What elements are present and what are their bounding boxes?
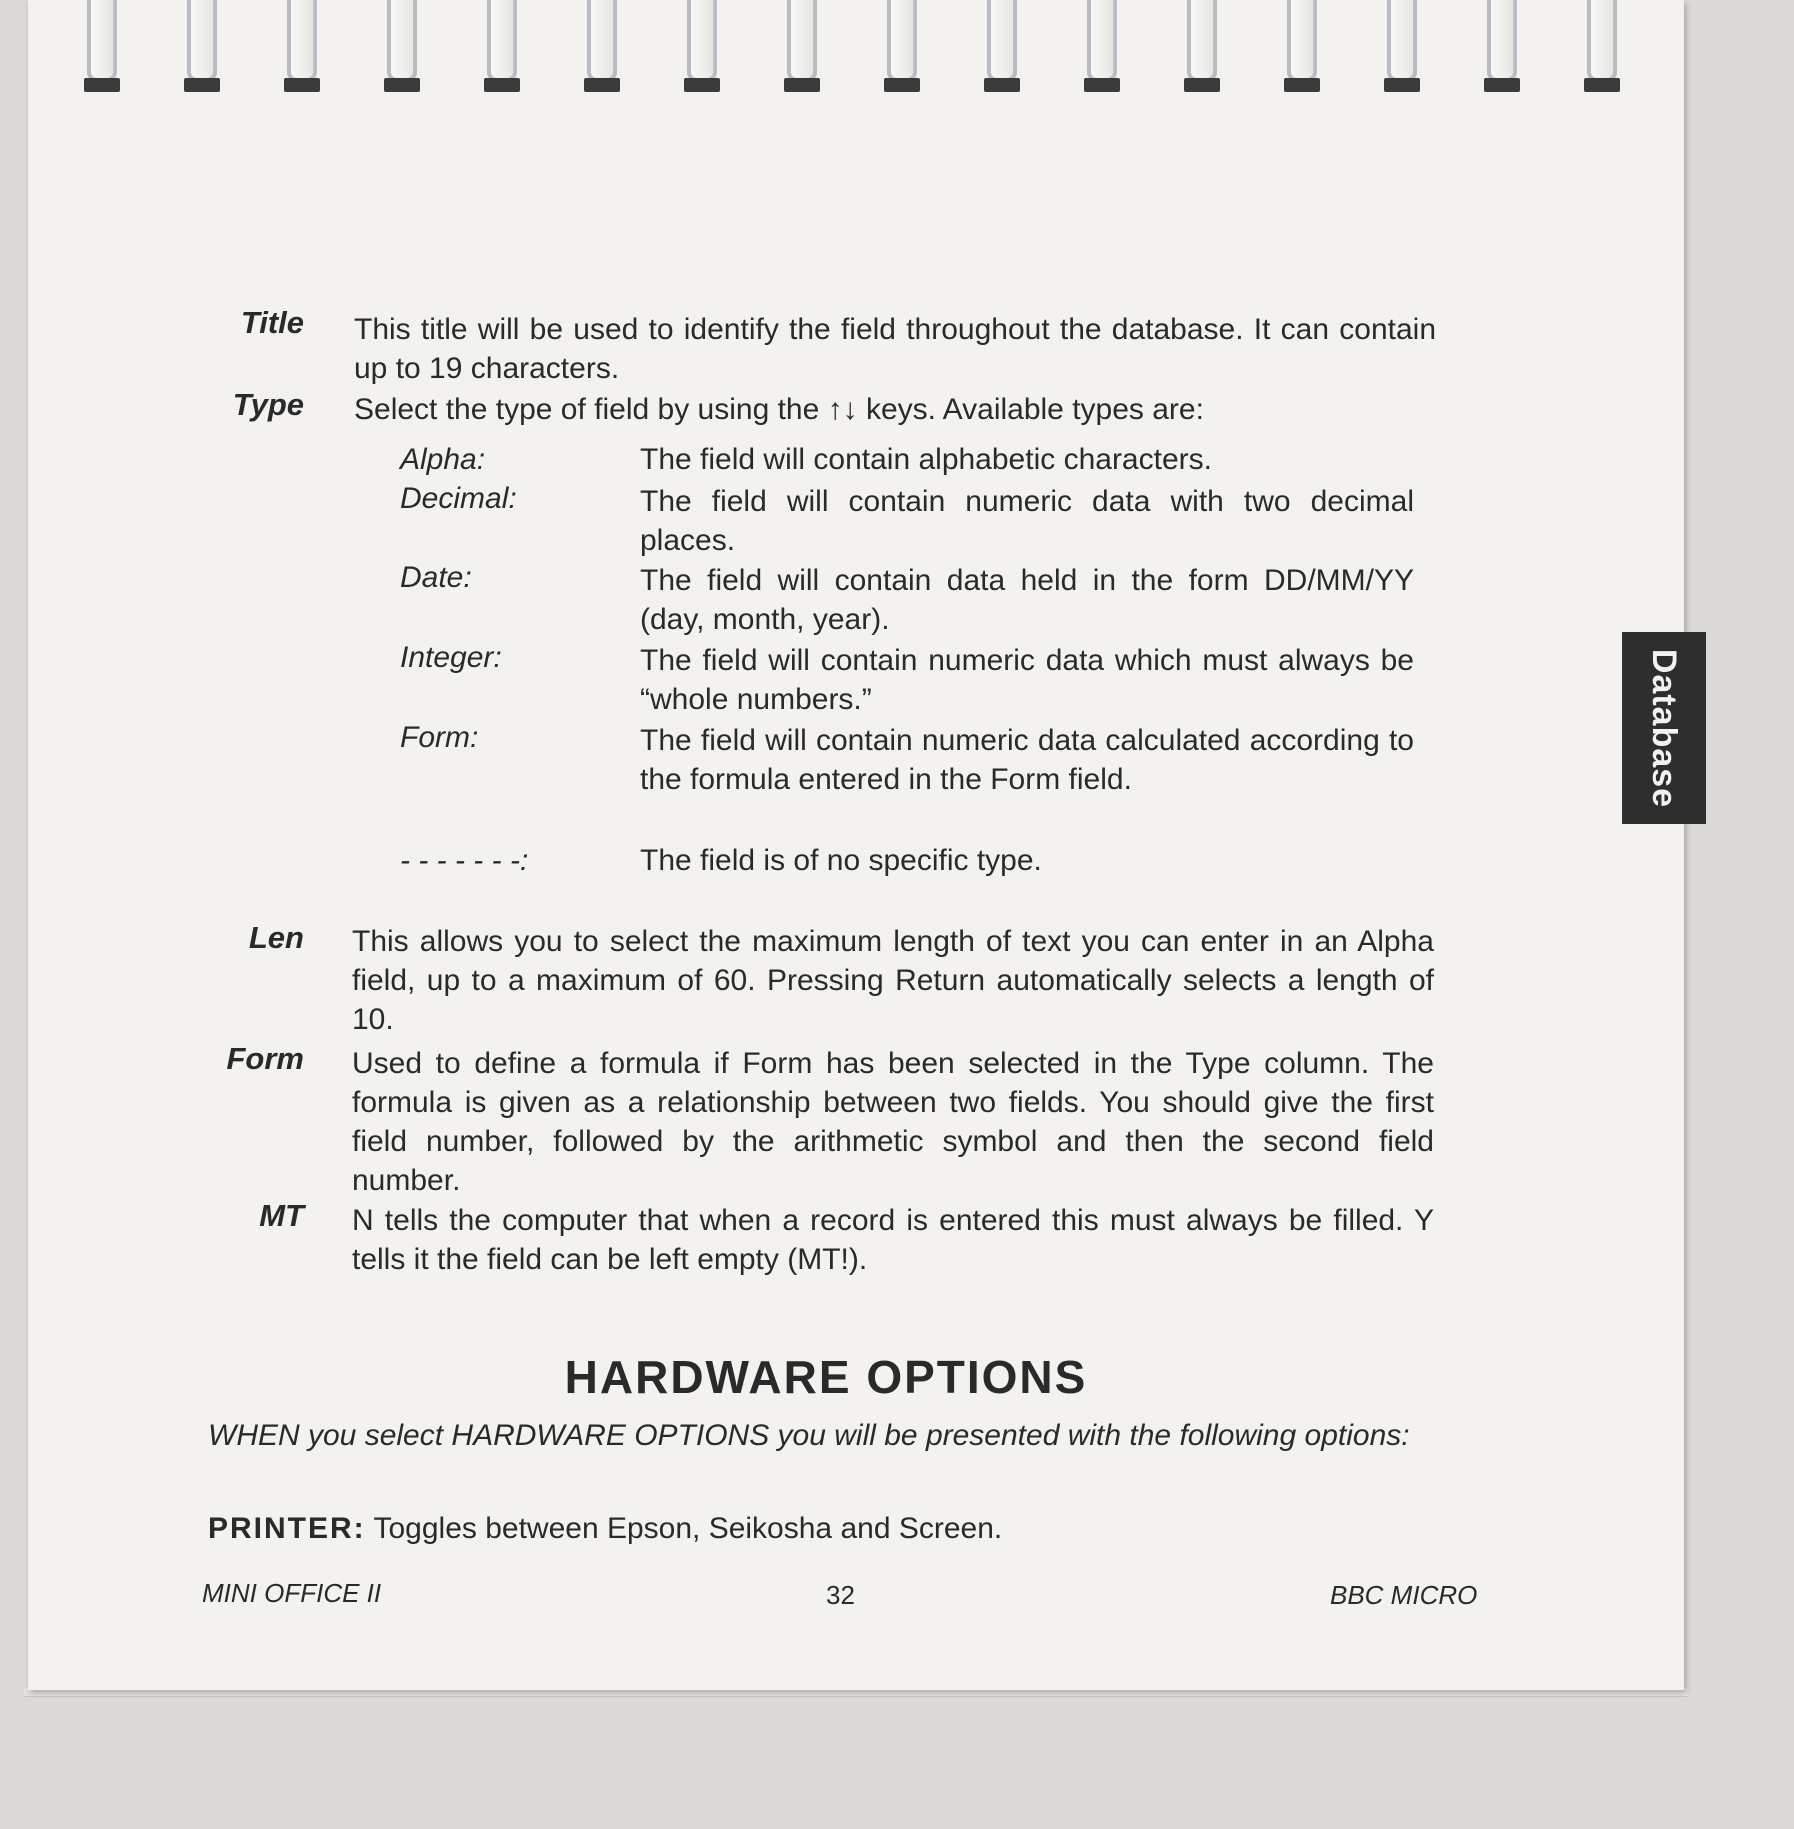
type-desc-decimal: The field will contain numeric data with two decimal places. (640, 485, 1414, 557)
page-number: 32 (826, 1580, 855, 1610)
field-desc-type: Select the type of field by using the ↑↓ keys. Available types are: (354, 393, 1204, 426)
field-desc-form: Used to define a formula if Form has been selected in the Type column. The formula is given as a relationship between two fields. You should give the first field number, followed by the arithmetic symbol and then the second field number. (352, 1047, 1434, 1197)
intro-text: WHEN you select HARDWARE OPTIONS you will be presented with the following options: (208, 1419, 1410, 1452)
type-name-form: Form: (400, 721, 479, 754)
field-desc-mt: N tells the computer that when a record is entered this must always be filled. Y tells it the field can be left empty (MT!). (352, 1204, 1434, 1276)
type-desc-none: The field is of no specific type. (640, 844, 1042, 877)
type-name-date: Date: (400, 561, 472, 594)
type-name-alpha: Alpha: (400, 443, 486, 476)
section-heading: HARDWARE OPTIONS (564, 1351, 1088, 1403)
field-desc-title: This title will be used to identify the field throughout the database. It can contain up to 19 characters. (354, 313, 1436, 385)
type-name-integer: Integer: (400, 641, 502, 674)
type-desc-form: The field will contain numeric data calculated according to the formula entered in the Form field. (640, 724, 1414, 796)
footer-right: BBC MICRO (1330, 1580, 1478, 1610)
field-term-len: Len (248, 920, 304, 955)
field-desc-len: This allows you to select the maximum length of text you can enter in an Alpha field, up to a maximum of 60. Pressing Return automatically selects a length of 10. (352, 925, 1434, 1036)
printer-label: PRINTER: (208, 1512, 366, 1545)
field-term-title: Title (240, 305, 304, 340)
field-term-type: Type (232, 387, 304, 422)
field-term-form: Form (226, 1041, 304, 1076)
printer-desc: Toggles between Epson, Seikosha and Screen. (373, 1512, 1003, 1545)
field-term-mt: MT (259, 1198, 304, 1233)
footer-left: MINI OFFICE II (202, 1578, 382, 1608)
type-desc-integer: The field will contain numeric data which must always be “whole numbers.” (640, 644, 1414, 716)
section-tab-label: Database (1645, 648, 1684, 808)
type-desc-date: The field will contain data held in the form DD/MM/YY (day, month, year). (640, 564, 1414, 636)
type-desc-alpha: The field will contain alphabetic characters. (640, 443, 1212, 476)
type-name-none: - - - - - - -: (400, 844, 529, 877)
manual-page (28, 0, 1684, 1690)
page-content (28, 0, 1684, 1690)
printer-option (208, 1509, 1508, 1549)
type-name-decimal: Decimal: (400, 482, 517, 515)
